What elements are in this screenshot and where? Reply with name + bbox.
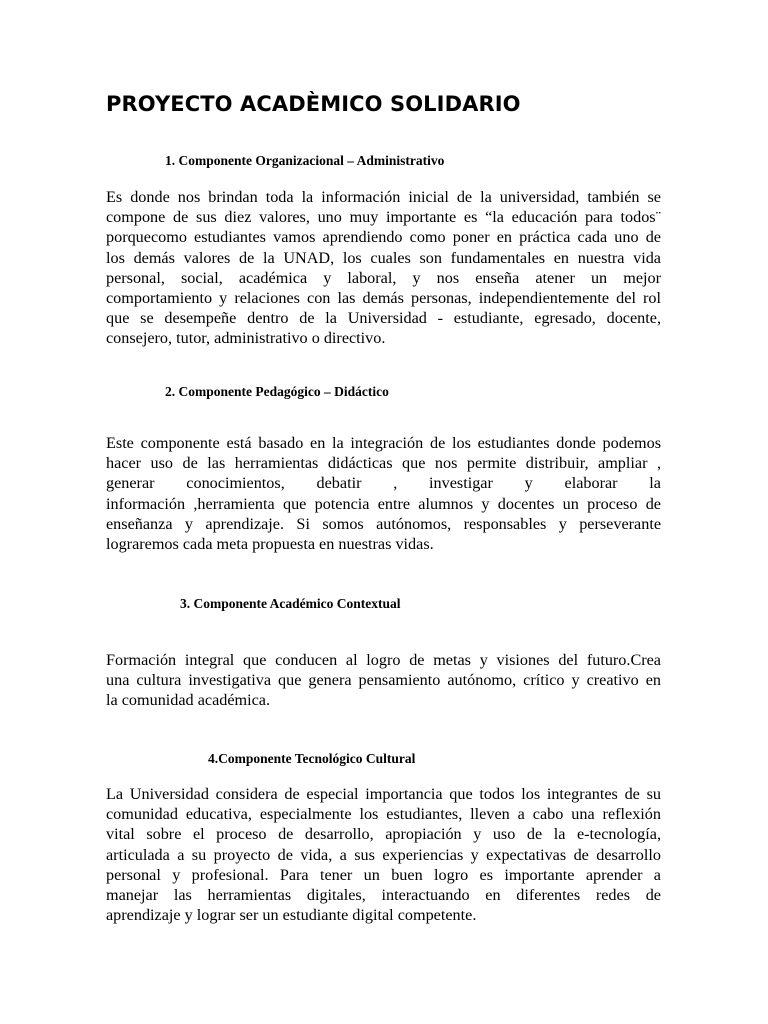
paragraph-line: aprendizaje y lograr ser un estudiante digital competente. <box>106 906 477 925</box>
paragraph-line: Es donde nos brindan toda la información inicial de la universidad, también se <box>106 188 661 206</box>
section-3-heading: 3. Componente Académico Contextual <box>180 596 401 611</box>
paragraph-line: vital sobre el proceso de desarrollo, apropiación y uso de la e-tecnología, <box>106 825 661 844</box>
paragraph-line: comunidad educativa, especialmente los estudiantes, lleven a cabo una reflexión <box>106 805 661 824</box>
paragraph-line: que se desempeñe dentro de la Universidad - estudiante, egresado, docente, <box>106 309 661 328</box>
paragraph-line: hacer uso de las herramientas didácticas que nos permite distribuir, ampliar , <box>106 454 661 473</box>
paragraph-line: los demás valores de la UNAD, los cuales son fundamentales en nuestra vida <box>106 248 661 267</box>
paragraph-line: porquecomo estudiantes vamos aprendiendo como poner en práctica cada uno de <box>106 228 661 247</box>
paragraph-line: consejero, tutor, administrativo o directivo. <box>106 329 386 348</box>
paragraph-line: la comunidad académica. <box>106 691 271 710</box>
paragraph-line: articulada a su proyecto de vida, a sus experiencias y expectativas de desarrollo <box>106 845 661 864</box>
paragraph-line: enseñanza y aprendizaje. Si somos autónomos, responsables y perseverante <box>106 514 661 533</box>
section-4-heading: 4.Componente Tecnológico Cultural <box>208 751 416 766</box>
paragraph-line: una cultura investigativa que genera pensamiento autónomo, crítico y creativo en <box>106 671 661 690</box>
paragraph-line: personal, social, académica y laboral, y nos enseña atener un mejor <box>106 268 661 287</box>
paragraph-line: comportamiento y relaciones con las demás personas, independientemente del rol <box>106 289 661 308</box>
paragraph-line: generar conocimientos, debatir , investigar y elaborar la <box>106 474 661 493</box>
paragraph-line: Este componente está basado en la integración de los estudiantes donde podemos <box>106 434 661 452</box>
paragraph-line: manejar las herramientas digitales, interactuando en diferentes redes de <box>106 886 661 905</box>
paragraph-line: personal y profesional. Para tener un buen logro es importante aprender a <box>106 865 661 884</box>
section-2-heading: 2. Componente Pedagógico – Didáctico <box>165 384 389 399</box>
paragraph-line: Formación integral que conducen al logro de metas y visiones del futuro.Crea <box>106 651 661 669</box>
section-1-paragraph <box>106 187 661 349</box>
section-4-paragraph <box>106 784 661 925</box>
paragraph-line: La Universidad considera de especial importancia que todos los integrantes de su <box>106 785 661 803</box>
section-1-heading: 1. Componente Organizacional – Administrativo <box>165 153 445 168</box>
document-title: PROYECTO ACADÈMICO SOLIDARIO <box>106 92 521 116</box>
section-3-paragraph <box>106 650 661 711</box>
paragraph-line: compone de sus diez valores, uno muy importante es “la educación para todos¨ <box>106 208 661 227</box>
section-2-paragraph <box>106 433 661 554</box>
paragraph-line: información ,herramienta que potencia entre alumnos y docentes un proceso de <box>106 494 661 513</box>
paragraph-line: lograremos cada meta propuesta en nuestras vidas. <box>106 535 434 554</box>
